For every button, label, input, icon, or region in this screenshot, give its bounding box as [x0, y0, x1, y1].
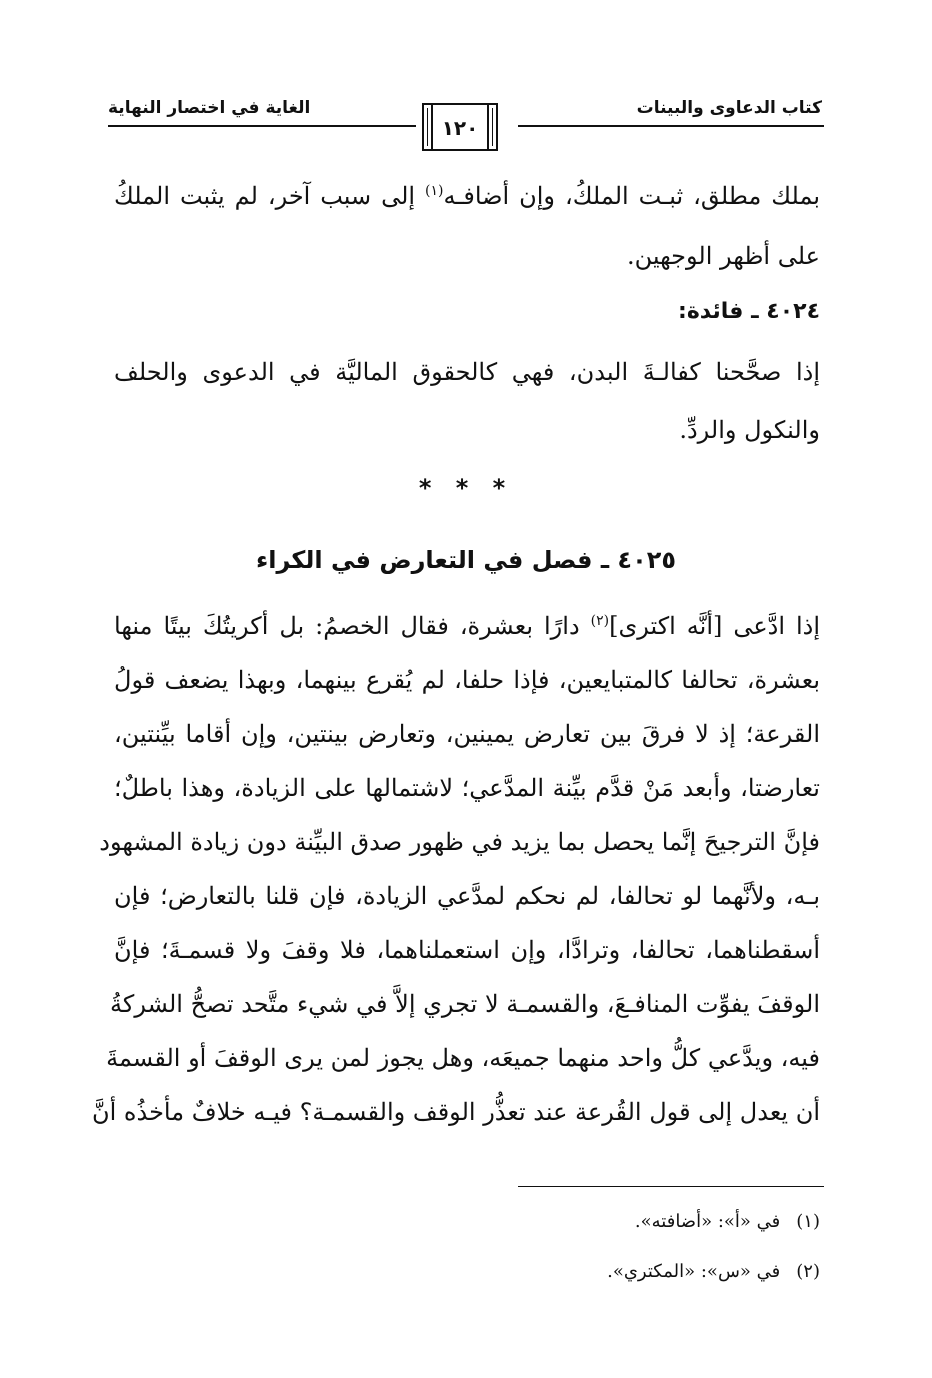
text-line: أن يعدل إلى قول القُرعة عند تعذُّر الوقف والقسمـة؟ فيـه خلافٌ مأخذُه أنَّ [91, 1098, 820, 1126]
footnote-ref: (١) [425, 183, 444, 199]
page-number-frame [422, 103, 498, 151]
text-line: بملك مطلق، ثبـت الملكُ، وإن أضافـه$^{(١)}$ إلى سبب آخر، لم يثبت الملكُ [114, 182, 821, 210]
footnote-text: في «س»: «المكتري». [607, 1261, 781, 1282]
running-title-right: كتاب الدعاوى والبينات [636, 98, 822, 118]
text-line: أسقطناهما، تحالفا، وترادَّا، وإن استعملناهما، فلا وقفَ ولا قسمـةَ؛ فإنَّ [114, 936, 820, 964]
footnote-text: في «أ»: «أضافته». [634, 1211, 781, 1232]
text-line: إذا ادَّعى [أنَّه اكترى]$^{(٢)}$ دارًا بعشرة، فقال الخصمُ: بل أكريتُكَ بيتًا منها [114, 612, 820, 640]
text-line: فيه، ويدَّعي كلُّ واحد منهما جميعَه، وهل يجوز لمن يرى الوقفَ أو القسمةَ [106, 1044, 820, 1072]
text-line: بعشرة، تحالفا كالمتبايعين، فإذا حلفا، لم يُقرع بينهما، وبهذا يضعف قولُ [114, 666, 820, 694]
text-line: والنكول والردِّ. [679, 416, 820, 444]
text-line: تعارضتا، وأبعد مَنْ قدَّم بيِّنة المدَّعي؛ لاشتمالها على الزيادة، وهذا باطلٌ؛ [114, 774, 820, 802]
text-line: على أظهر الوجهين. [626, 242, 820, 270]
section-separator: * * * [418, 474, 514, 502]
page-number: ١٢٠ [441, 116, 479, 140]
text-line: الوقفَ يفوِّت المنافـعَ، والقسمـة لا تجري إلاَّ في شيء متَّحد تصحُّ الشركةُ [110, 990, 820, 1018]
header-rule-right [518, 125, 824, 127]
section-heading: ٤٠٢٥ ـ فصل في التعارض في الكراء [255, 546, 677, 574]
item-heading: ٤٠٢٤ ـ فائدة: [678, 299, 820, 324]
text-line: القرعة؛ إذ لا فرقَ بين تعارض يمينين، وتعارض بينتين، وإن أقاما بيِّنتين، [114, 720, 820, 748]
footnote-number: (٢) [796, 1261, 820, 1282]
footnote [635, 1208, 820, 1236]
text-line: بـه، ولأنَّهما لو تحالفا، لم نحكم لمدَّعي الزيادة، فإن قلنا بالتعارض؛ فإن [114, 882, 820, 910]
footnote [607, 1258, 820, 1286]
running-title-left: الغاية في اختصار النهاية [108, 98, 311, 118]
footnote-ref: (٢) [590, 613, 610, 629]
footnote-number: (١) [796, 1211, 820, 1232]
header-rule-left [108, 125, 416, 127]
text-line: إذا صحَّحنا كفالـةَ البدن، فهي كالحقوق الماليَّة في الدعوى والحلف [114, 358, 820, 386]
text-line: فإنَّ الترجيحَ إنَّما يحصل بما يزيد في ظهور صدق البيِّنة دون زيادة المشهود [99, 828, 820, 856]
footnote-rule [518, 1186, 824, 1187]
